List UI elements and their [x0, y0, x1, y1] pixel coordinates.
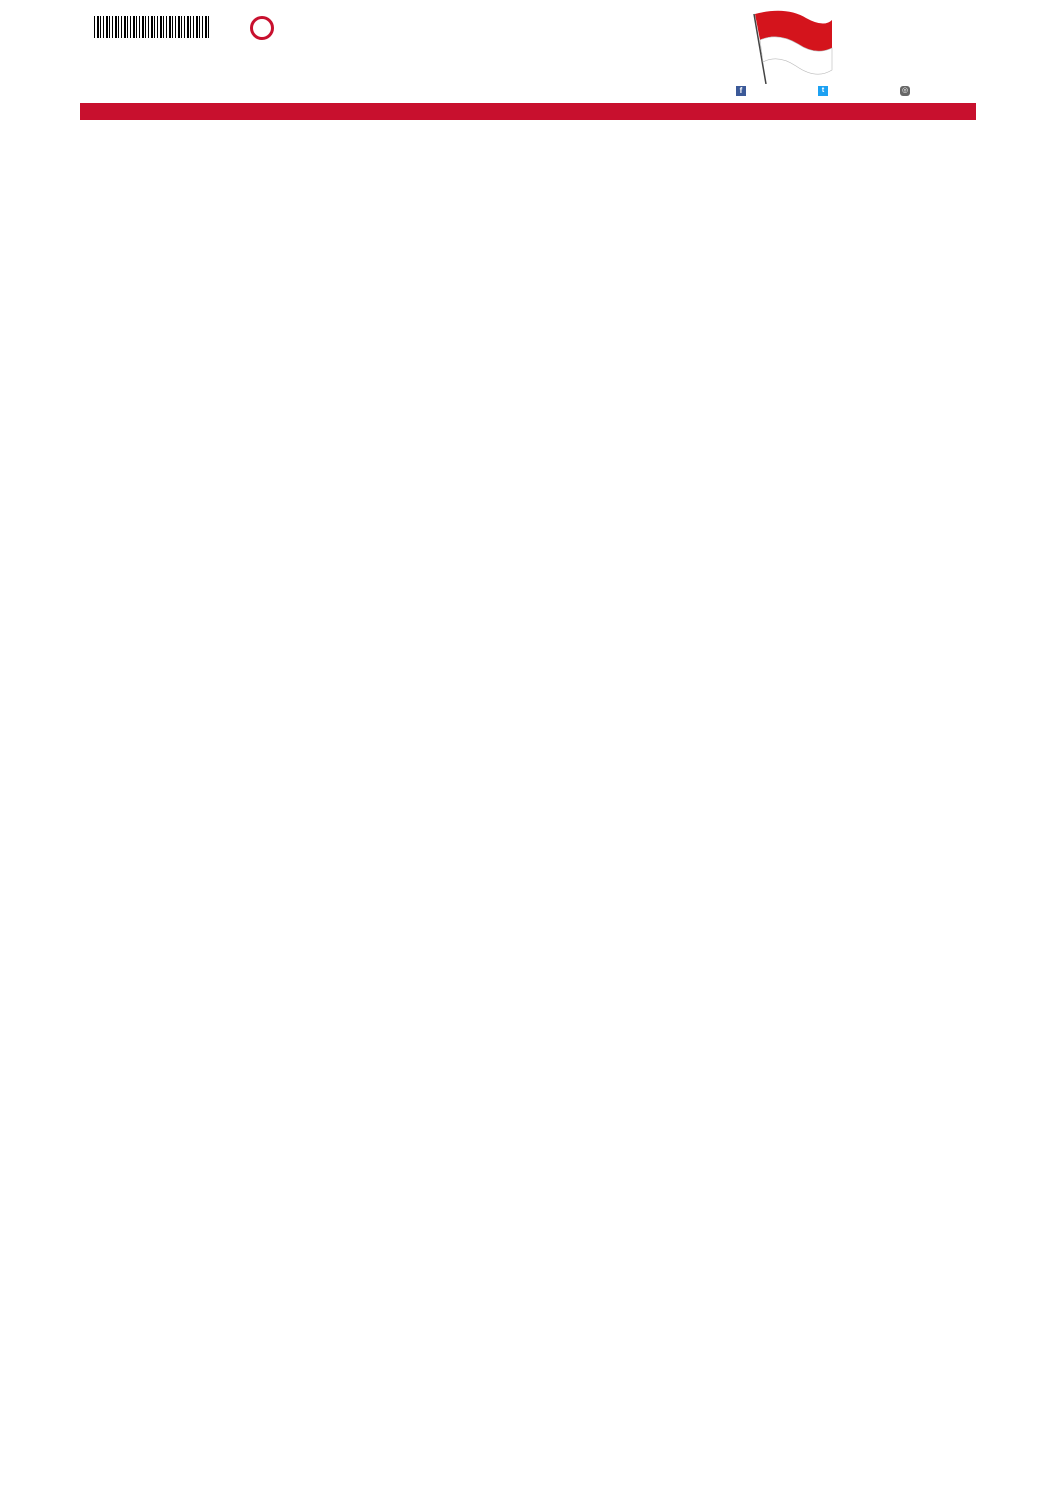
- anniversary-70-logo: [228, 8, 290, 96]
- twitter-link[interactable]: [818, 86, 894, 100]
- indonesian-flag: [746, 8, 834, 84]
- facebook-icon: f: [736, 86, 746, 96]
- story1-col3: [386, 221, 532, 376]
- story1-col2: [234, 221, 380, 376]
- instagram-icon: ◎: [901, 87, 909, 94]
- instagram-link[interactable]: [900, 86, 976, 100]
- twitter-icon: t: [818, 86, 828, 96]
- social-bar: [736, 86, 976, 100]
- facebook-link[interactable]: [736, 86, 812, 100]
- barcode: [88, 8, 216, 48]
- story1-col1: [82, 221, 228, 376]
- dateline-bar: [80, 103, 976, 120]
